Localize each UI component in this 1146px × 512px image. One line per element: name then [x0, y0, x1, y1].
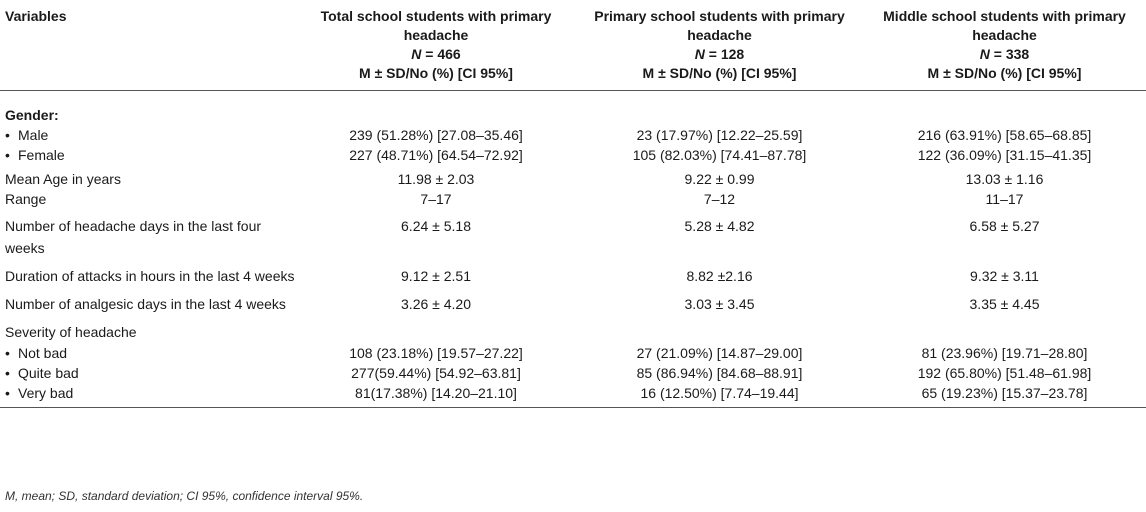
header-n: N = 338 [979, 46, 1030, 62]
cell-primary: 3.03 ± 3.45 [684, 296, 755, 312]
header-text: headache [403, 27, 469, 43]
cell-total: 6.24 ± 5.18 [401, 218, 471, 234]
bullet: • [5, 147, 10, 163]
cell-middle [863, 105, 1146, 125]
cell-primary [576, 315, 863, 343]
header-stat: M ± SD/No (%) [CI 95%] [359, 65, 513, 81]
table-row [0, 259, 1146, 287]
table-footnote: M, mean; SD, standard deviation; CI 95%, confidence interval 95%. [5, 489, 364, 503]
row-label: Mean Age in years [5, 171, 121, 187]
cell-total: 239 (51.28%) [27.08–35.46] [349, 127, 523, 143]
cell-primary: 8.82 ±2.16 [686, 268, 753, 284]
header-text: Variables [5, 8, 67, 24]
table-row [0, 189, 1146, 209]
table-row [0, 145, 1146, 165]
row-label: • Very bad [0, 383, 296, 408]
cell-primary [576, 105, 863, 125]
cell-middle: 3.35 ± 4.45 [969, 296, 1040, 312]
table-row [0, 125, 1146, 145]
cell-total: 3.26 ± 4.20 [401, 296, 471, 312]
header-primary [576, 7, 863, 91]
row-label: • Quite bad [5, 365, 79, 381]
cell-primary: 23 (17.97%) [12.22–25.59] [636, 127, 803, 143]
cell-total: 277(59.44%) [54.92–63.81] [351, 365, 521, 381]
table-row [0, 287, 1146, 315]
row-label: Duration of attacks in hours in the last 4 weeks [5, 268, 295, 284]
spacer-row [0, 91, 1146, 106]
cell-primary: 85 (86.94%) [84.68–88.91] [636, 365, 803, 381]
table-row [0, 105, 1146, 125]
cell-total [296, 315, 576, 343]
bullet: • [5, 365, 10, 381]
header-middle [863, 7, 1146, 91]
cell-middle: 216 (63.91%) [58.65–68.85] [917, 127, 1092, 143]
header-text: Middle school students with primary [883, 8, 1126, 24]
row-label: • Not bad [5, 345, 68, 361]
cell-primary: 105 (82.03%) [74.41–87.78] [632, 147, 807, 163]
header-text: headache [972, 27, 1037, 43]
row-label: • Male [5, 127, 49, 143]
row-label: • Female [5, 147, 65, 163]
cell-middle: 81 (23.96%) [19.71–28.80] [921, 345, 1088, 361]
cell-middle: 13.03 ± 1.16 [965, 171, 1044, 187]
cell-total: 11.98 ± 2.03 [397, 171, 475, 187]
row-label: Severity of headache [5, 324, 137, 340]
cell-middle: 6.58 ± 5.27 [969, 218, 1040, 234]
cell-total: 9.12 ± 2.51 [401, 268, 471, 284]
header-total [296, 7, 576, 91]
table-row [0, 315, 1146, 343]
header-variables [0, 7, 296, 91]
cell-total: 108 (23.18%) [19.57–27.22] [349, 345, 523, 361]
data-table [0, 7, 1146, 408]
table-row [0, 165, 1146, 189]
row-label: Number of headache days in the last four weeks [5, 218, 262, 256]
cell-total: 7–17 [420, 191, 452, 207]
cell-primary: 27 (21.09%) [14.87–29.00] [636, 345, 803, 361]
row-label: Range [5, 191, 47, 207]
cell-primary: 9.22 ± 0.99 [684, 171, 755, 187]
bullet: • [5, 345, 10, 361]
cell-middle: 9.32 ± 3.11 [970, 268, 1039, 284]
header-text: Total school students with primary [320, 8, 552, 24]
row-label: Number of analgesic days in the last 4 weeks [5, 296, 286, 312]
table-row [0, 209, 1146, 259]
header-stat: M ± SD/No (%) [CI 95%] [642, 65, 797, 81]
table-body [0, 91, 1146, 408]
table-header [0, 7, 1146, 91]
bullet: • [5, 127, 10, 143]
cell-middle [863, 315, 1146, 343]
header-text: headache [687, 27, 752, 43]
table-row [0, 343, 1146, 363]
bullet: • [5, 385, 10, 401]
table-row [0, 383, 1146, 408]
header-row [0, 7, 1146, 91]
cell-primary: 5.28 ± 4.82 [684, 218, 755, 234]
cell-middle: 192 (65.80%) [51.48–61.98] [917, 365, 1092, 381]
header-n: N = 466 [411, 46, 461, 62]
row-label: Gender: [5, 107, 59, 123]
table-row [0, 363, 1146, 383]
cell-total: 81(17.38%) [14.20–21.10] [296, 383, 576, 408]
cell-total: 227 (48.71%) [64.54–72.92] [349, 147, 523, 163]
cell-primary: 7–12 [703, 191, 736, 207]
header-n: N = 128 [694, 46, 745, 62]
cell-middle: 122 (36.09%) [31.15–41.35] [917, 147, 1092, 163]
cell-total [296, 105, 576, 125]
cell-middle: 65 (19.23%) [15.37–23.78] [863, 383, 1146, 408]
cell-middle: 11–17 [985, 191, 1024, 207]
header-stat: M ± SD/No (%) [CI 95%] [927, 65, 1082, 81]
header-text: Primary school students with primary [594, 8, 845, 24]
cell-primary: 16 (12.50%) [7.74–19.44] [576, 383, 863, 408]
